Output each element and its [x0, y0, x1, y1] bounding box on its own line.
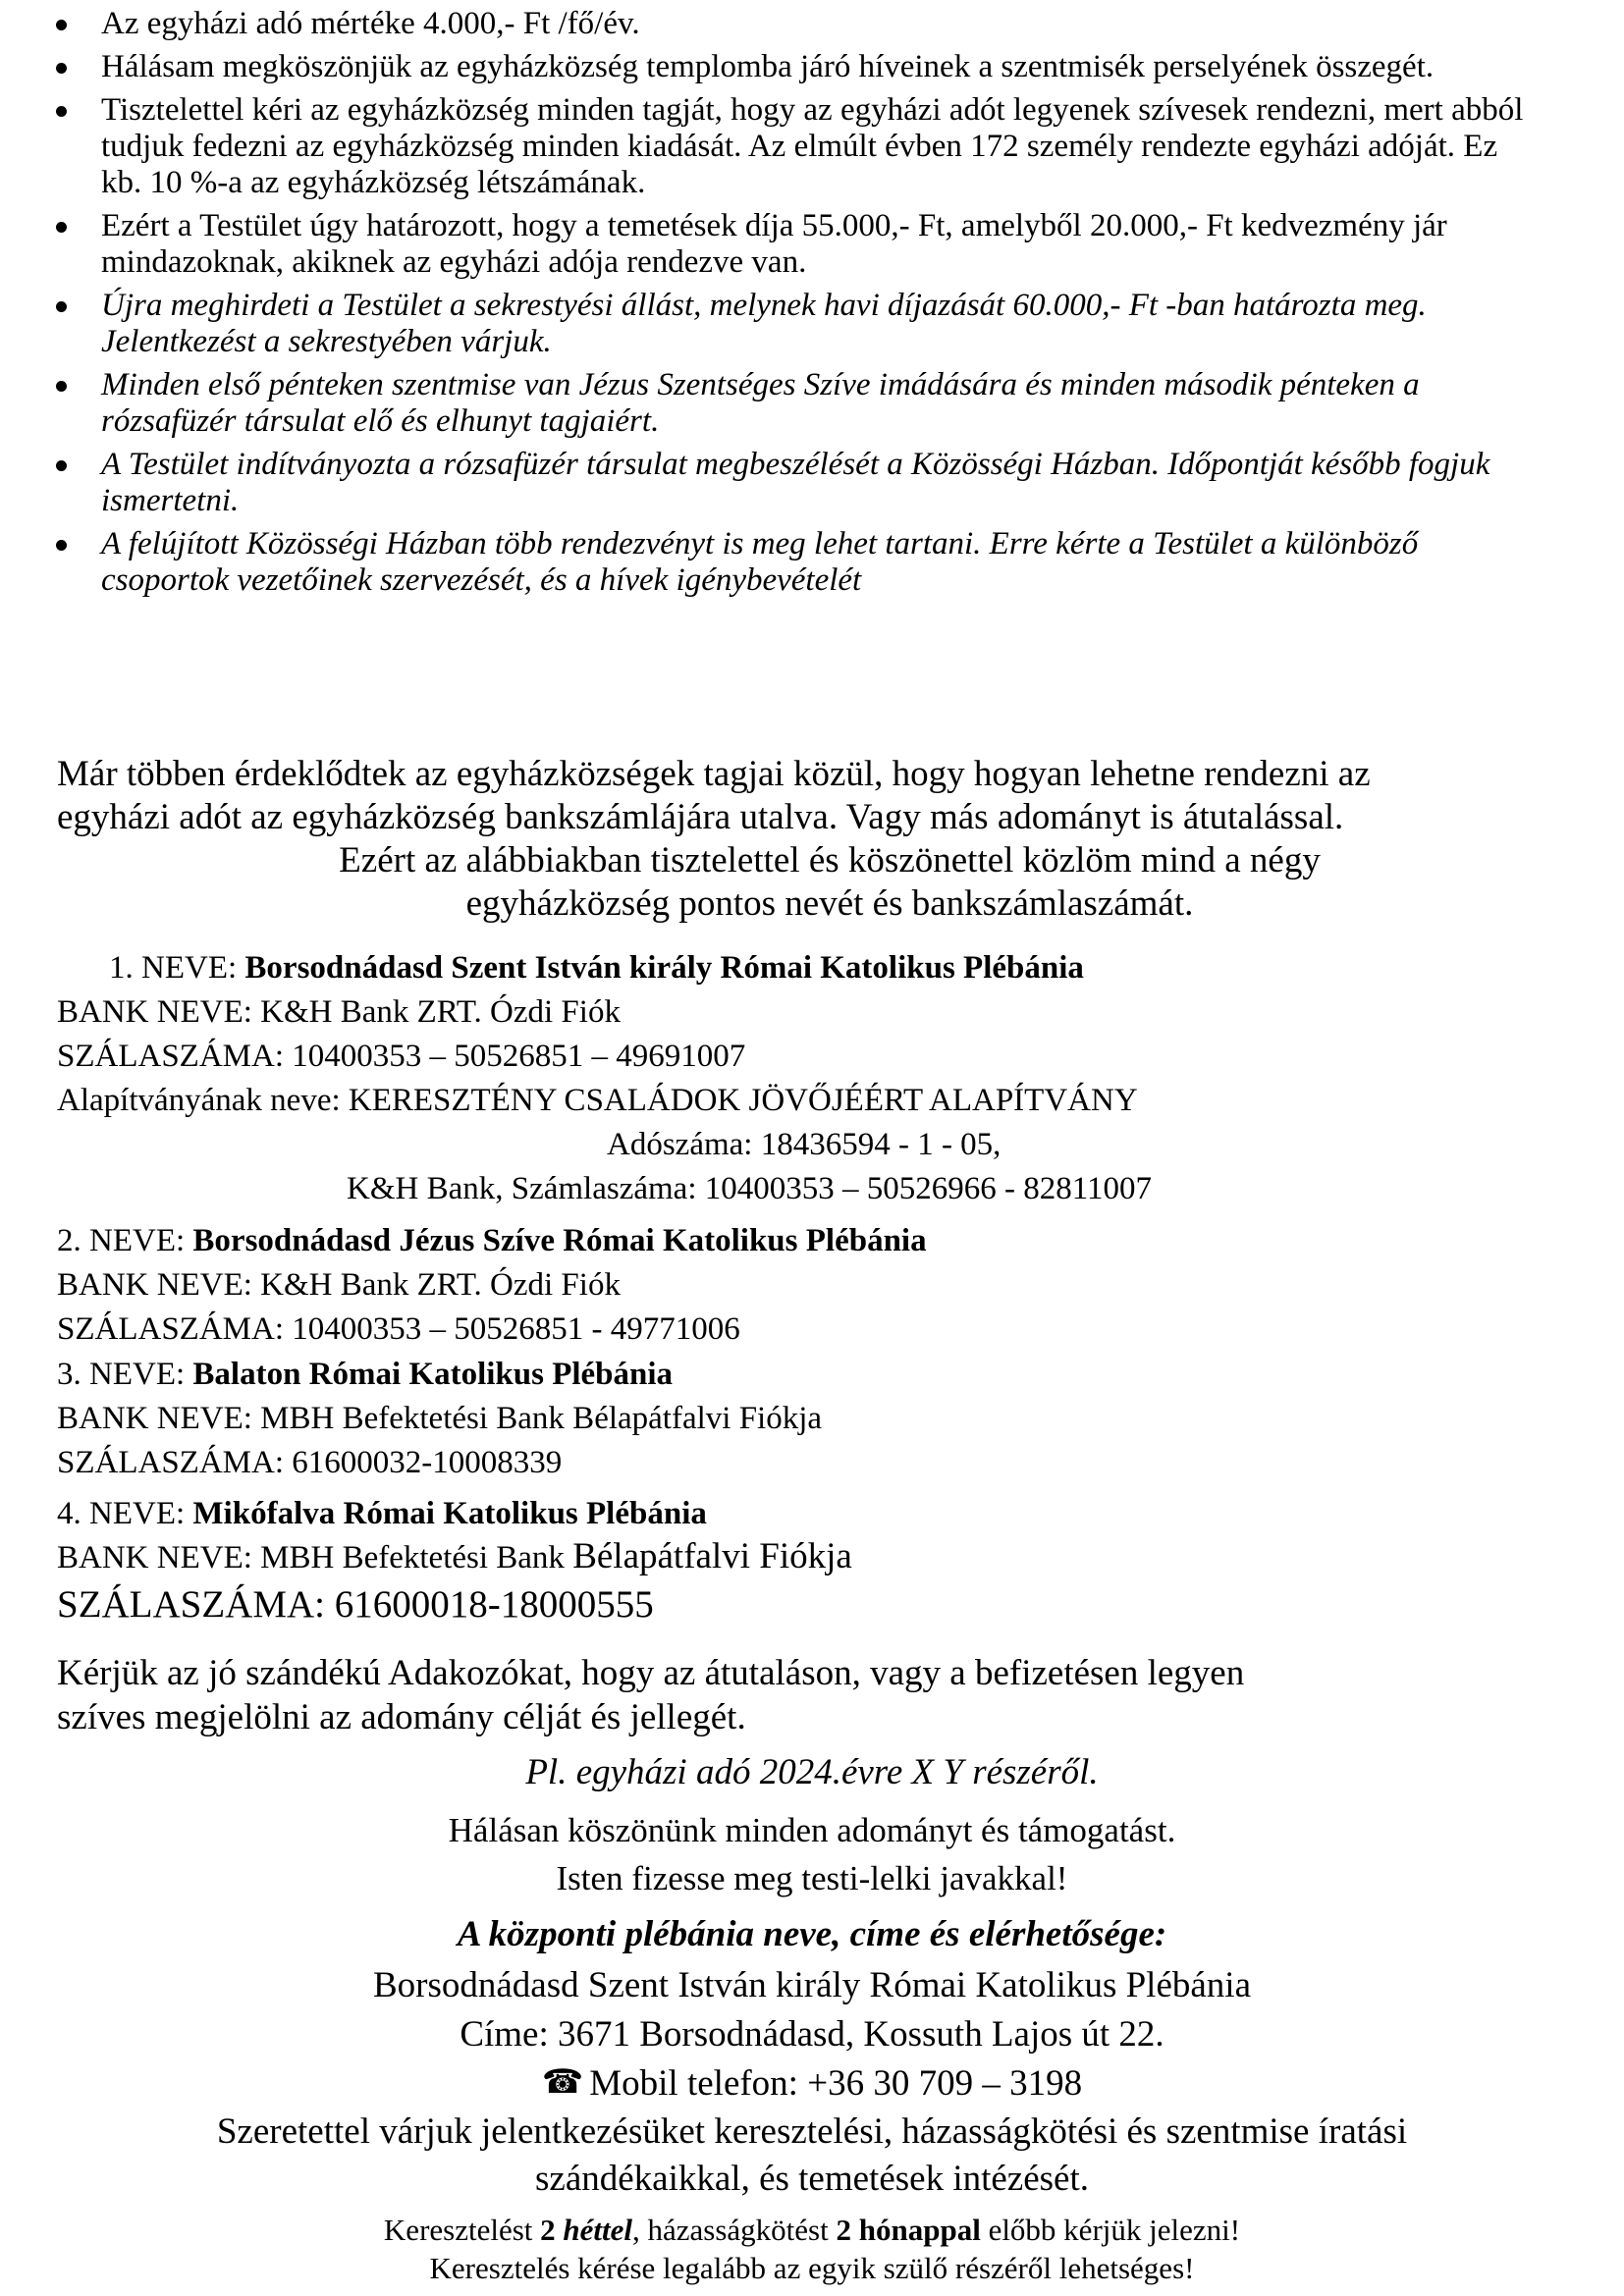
parish-1-foundation: Alapítványának neve: KERESZTÉNY CSALÁDOK JÖVŐJÉÉRT ALAPÍTVÁNY [57, 1083, 1138, 1118]
contact-phone-line [0, 2062, 1624, 2105]
intro-line-4: egyházközség pontos nevét és bankszámlaszámát. [465, 883, 1194, 924]
notice-months: 2 hónappal [836, 2213, 981, 2247]
parish-3-name: Balaton Római Katolikus Plébánia [192, 1357, 674, 1392]
bullet-text: Újra meghirdeti a Testület a sekrestyési állást, melynek havi díjazását 60.000,- Ft -ban határozta meg. Jelentkezést a sekrestyében várjuk. [101, 288, 1427, 359]
bullet-icon [56, 106, 67, 117]
announcement-list [0, 6, 1624, 606]
parish-4-bank [57, 1536, 852, 1576]
bullet-text: Az egyházi adó mértéke 4.000,- Ft /fő/év. [101, 6, 640, 41]
bullet-icon [56, 460, 67, 471]
bullet-icon [56, 63, 67, 74]
bullet-text: Hálásam megköszönjük az egyházközség templomba járó híveinek a szentmisék perselyének összegét. [101, 49, 1435, 84]
parish-3-name-line [57, 1357, 673, 1392]
parish-1-name-line [109, 950, 1084, 986]
intro-line-2: egyházi adót az egyházközség bankszámlájára utalva. Vagy más adományt is átutalással. [57, 797, 1344, 837]
request-example: Pl. egyházi adó 2024.évre X Y részéről. [525, 1752, 1099, 1792]
bullet-text: A Testület indítványozta a rózsafüzér társulat megbeszélését a Közösségi Házban. Időpontját később fogjuk ismertetni. [101, 447, 1490, 518]
parish-2-bank: BANK NEVE: K&H Bank ZRT. Ózdi Fiók [57, 1267, 621, 1303]
list-item [0, 208, 1624, 281]
notice-text: előbb kérjük jelezni! [980, 2213, 1241, 2247]
bullet-text: Tisztelettel kéri az egyházközség minden tagját, hogy az egyházi adót legyenek szívesek rendezni, mert abból tudjuk fedezni az egyházközség minden kiadását. Az elmúlt évben 172 személy rendezte egyházi adóját. Ez kb. 10 %-a az egyházközség létszámának. [101, 92, 1524, 200]
parish-4-prefix: 4. NEVE: [57, 1496, 193, 1531]
parish-1-bank: BANK NEVE: K&H Bank ZRT. Ózdi Fiók [57, 994, 621, 1030]
parish-3-account: SZÁLASZÁMA: 61600032-10008339 [57, 1445, 563, 1480]
parish-1-account: SZÁLASZÁMA: 10400353 – 50526851 – 49691007 [57, 1039, 746, 1074]
contact-heading: A központi plébánia neve, címe és elérhetősége: [457, 1914, 1167, 1954]
list-item [0, 447, 1624, 519]
parish-1-foundation-account: K&H Bank, Számlaszáma: 10400353 – 50526966 - 82811007 [347, 1171, 1153, 1206]
parish-1-prefix: 1. NEVE: [109, 950, 245, 986]
bullet-text: Ezért a Testület úgy határozott, hogy a temetések díja 55.000,- Ft, amelyből 20.000,- Ft kedvezmény jár mindazoknak, akiknek az egyházi adója rendezve van. [101, 208, 1447, 280]
list-item [0, 92, 1624, 201]
notice-text: Keresztelést [383, 2213, 541, 2247]
telephone-icon: ☎ [541, 2064, 584, 2101]
parish-3-bank: BANK NEVE: MBH Befektetési Bank Bélapátfalvi Fiókja [57, 1401, 823, 1436]
thanks-line-1: Hálásan köszönünk minden adományt és támogatást. [448, 1811, 1176, 1849]
parish-4-bank-a: BANK NEVE: MBH Befektetési Bank [57, 1540, 573, 1575]
parish-4-name-line [57, 1496, 707, 1531]
notice-text: , házasságkötést [632, 2213, 837, 2247]
bullet-icon [56, 222, 67, 233]
list-item [0, 6, 1624, 42]
intro-line-1: Már többen érdeklődtek az egyházközségek tagjai közül, hogy hogyan lehetne rendezni az [57, 754, 1371, 794]
parish-4-account: SZÁLASZÁMA: 61600018-18000555 [57, 1583, 654, 1626]
parish-2-name-line [57, 1223, 927, 1258]
bullet-icon [56, 381, 67, 392]
intro-line-3: Ezért az alábbiakban tisztelettel és köszönettel közlöm mind a négy [339, 840, 1321, 881]
bullet-icon [56, 540, 67, 551]
bullet-text: Minden első pénteken szentmise van Jézus Szentséges Szíve imádására és minden második pénteken a rózsafüzér társulat elő és elhunyt tagjaiért. [101, 367, 1420, 439]
notice-weeks-number: 2 [540, 2213, 564, 2247]
list-item [0, 526, 1624, 599]
bullet-icon [56, 20, 67, 30]
contact-phone: Mobil telefon: +36 30 709 – 3198 [589, 2063, 1083, 2104]
contact-address: Címe: 3671 Borsodnádasd, Kossuth Lajos út 22. [460, 2014, 1164, 2055]
list-item [0, 288, 1624, 360]
contact-parish-name: Borsodnádasd Szent István király Római Katolikus Plébánia [372, 1965, 1252, 2005]
closing-line-4: Keresztelés kérése legalább az egyik szülő részéről lehetséges! [429, 2251, 1195, 2285]
parish-4-name: Mikófalva Római Katolikus Plébánia [192, 1496, 707, 1531]
request-line-2: szíves megjelölni az adomány célját és jellegét. [57, 1697, 746, 1737]
parish-4-bank-b: Bélapátfalvi Fiókja [572, 1536, 852, 1576]
list-item [0, 367, 1624, 440]
notice-weeks: héttel [563, 2213, 633, 2247]
parish-2-name: Borsodnádasd Jézus Szíve Római Katolikus Plébánia [192, 1223, 927, 1258]
bullet-icon [56, 301, 67, 312]
parish-1-name: Borsodnádasd Szent István király Római Katolikus Plébánia [244, 950, 1084, 986]
parish-2-prefix: 2. NEVE: [57, 1223, 193, 1258]
parish-1-tax-number: Adószáma: 18436594 - 1 - 05, [607, 1127, 1001, 1162]
closing-line-1: Szeretettel várjuk jelentkezésüket keresztelési, házasságkötési és szentmise íratási [216, 2111, 1408, 2152]
closing-notice [0, 2213, 1624, 2248]
parish-2-account: SZÁLASZÁMA: 10400353 – 50526851 - 49771006 [57, 1311, 740, 1347]
parish-3-prefix: 3. NEVE: [57, 1357, 193, 1392]
list-item [0, 49, 1624, 85]
bullet-text: A felújított Közösségi Házban több rendezvényt is meg lehet tartani. Erre kérte a Testület a különböző csoportok vezetőinek szervezését, és a hívek igénybevételét [101, 526, 1419, 598]
thanks-line-2: Isten fizesse meg testi-lelki javakkal! [556, 1859, 1068, 1897]
closing-line-2: szándékaikkal, és temetések intézését. [535, 2159, 1089, 2199]
request-line-1: Kérjük az jó szándékú Adakozókat, hogy az átutaláson, vagy a befizetésen legyen [57, 1653, 1245, 1693]
